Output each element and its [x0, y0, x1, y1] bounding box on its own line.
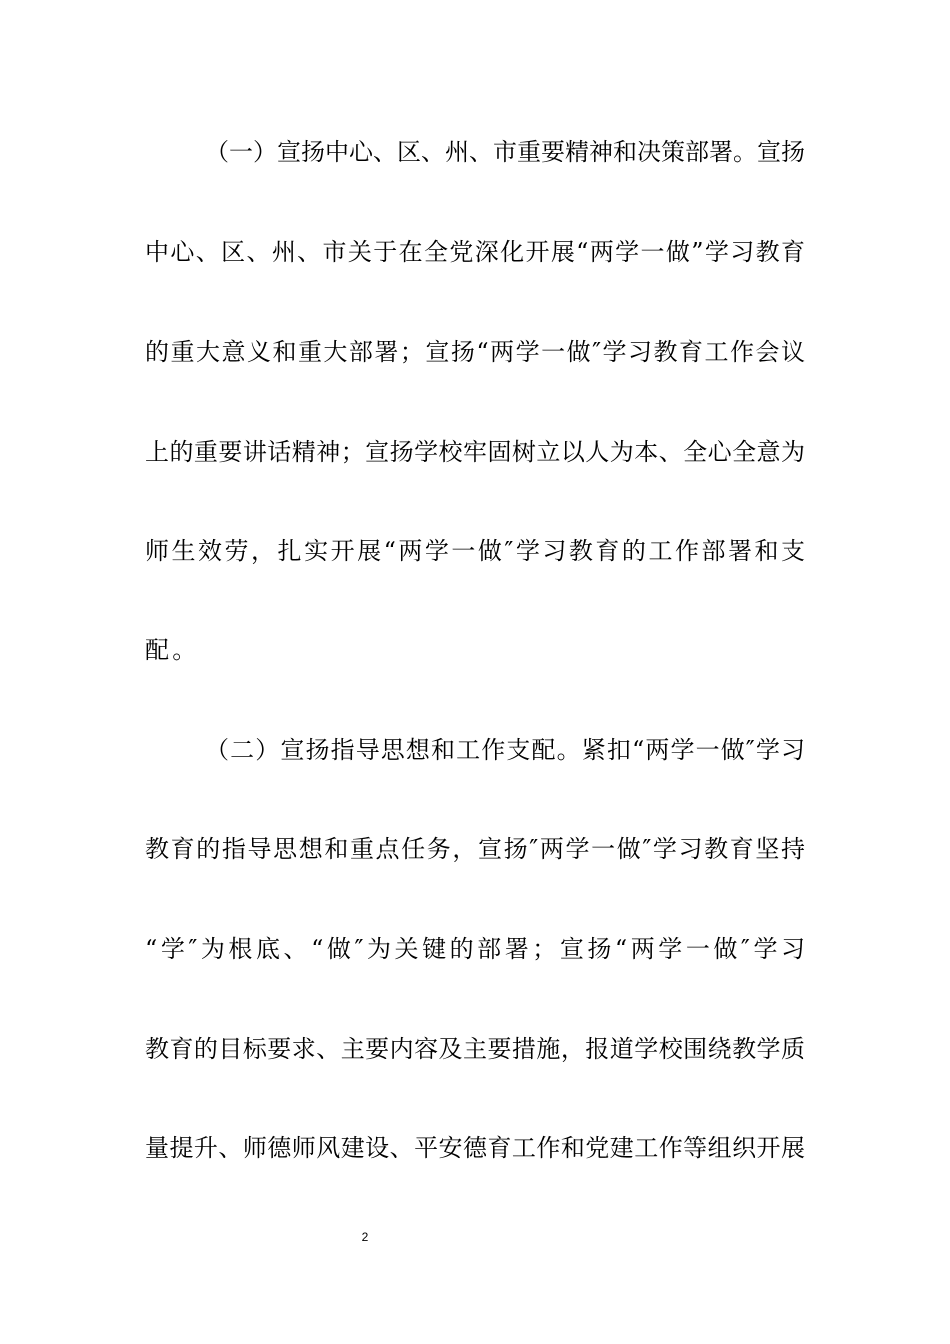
paragraph-2-line-1: （二）宣扬指导思想和工作支配。紧扣“两学一做″学习	[205, 736, 805, 764]
paragraph-1-line-4: 上的重要讲话精神；宣扬学校牢固树立以人为本、全心全意为	[145, 438, 805, 466]
paragraph-1-line-1: （一）宣扬中心、区、州、市重要精神和决策部署。宣扬	[205, 138, 805, 166]
paragraph-2-line-2: 教育的指导思想和重点任务，宣扬″两学一做″学习教育坚持	[145, 835, 805, 863]
paragraph-2-line-5: 量提升、师德师风建设、平安德育工作和党建工作等组织开展	[145, 1134, 805, 1162]
paragraph-2-line-3: “学″为根底、“做″为关键的部署；宣扬“两学一做″学习	[145, 935, 805, 963]
page-number: 2	[361, 1230, 369, 1244]
paragraph-1-line-6: 配。	[145, 636, 200, 664]
paragraph-1-line-3: 的重大意义和重大部署；宣扬“两学一做″学习教育工作会议	[145, 338, 805, 366]
paragraph-1-line-5: 师生效劳，扎实开展“两学一做″学习教育的工作部署和支	[145, 537, 805, 565]
paragraph-1-line-2: 中心、区、州、市关于在全党深化开展“两学一做”学习教育	[145, 238, 805, 266]
paragraph-2-line-4: 教育的目标要求、主要内容及主要措施，报道学校围绕教学质	[145, 1035, 805, 1063]
